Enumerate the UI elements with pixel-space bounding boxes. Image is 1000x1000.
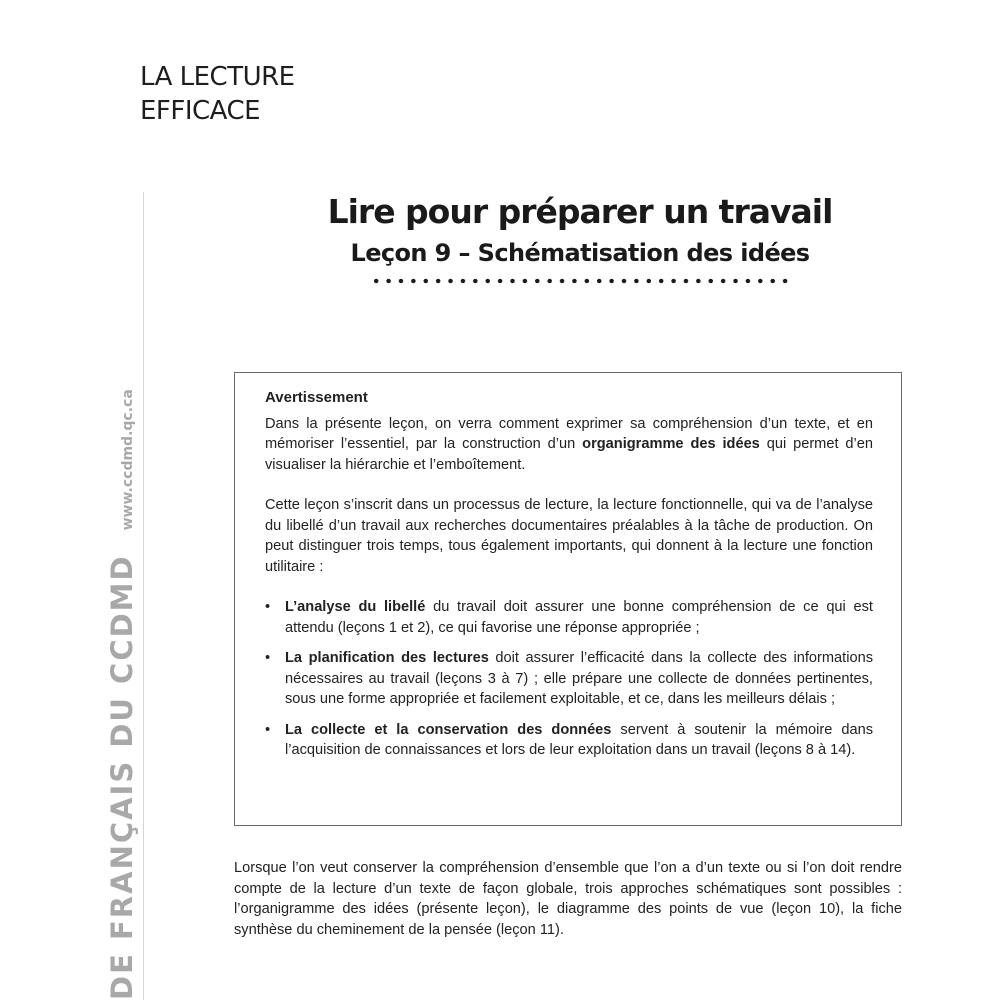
page-title: Lire pour préparer un travail [327, 192, 833, 231]
bullet-icon: • [265, 599, 271, 615]
lesson-subtitle: Leçon 9 – Schématisation des idées [350, 239, 810, 267]
body-paragraph: Lorsque l’on veut conserver la compréhension d’ensemble que l’on a d’un texte ou si l’on doit rendre compte de la lecture d’un texte de façon globale, trois approches schématiques sont possibles : l’organigramme des idées (présente leçon), le diagramme des points de vue (leçon 10), la fiche synthèse du cheminement de la pensée (leçon 11). [234, 860, 902, 938]
bullet-icon: • [265, 721, 271, 738]
notice-paragraph-1: Dans la présente leçon, on verra comment exprimer sa compréhension d’un texte, et en mémoriser l’essentiel, par la construction d’un organigramme des idées qui permet d’en visualiser la hiérarchie et l’emboîtement. [265, 415, 873, 473]
notice-list [265, 597, 873, 761]
title-block [240, 190, 920, 284]
list-item: • L’analyse du libellé du travail doit assurer une bonne compréhension de ce qui est attendu (leçons 1 et 2), ce qui favorise une réponse appropriée ; [265, 599, 873, 636]
course-header-line2: EFFICACE [140, 96, 261, 126]
notice-emphasis: organigramme des idées [582, 436, 760, 452]
course-header [140, 60, 295, 128]
course-header-line1: LA LECTURE [140, 62, 295, 92]
notice-paragraph-2: Cette leçon s’inscrit dans un processus de lecture, la lecture fonctionnelle, qui va de l’analyse du libellé d’un travail aux recherches documentaires préalables à la tâche de production. On peut distinguer trois temps, tous également importants, qui donnent à la lecture une fonction utilitaire : [265, 497, 873, 575]
bullet-icon: • [265, 650, 271, 666]
notice-heading: Avertissement [265, 389, 368, 406]
list-item: • La planification des lectures doit assurer l’efficacité dans la collecte des informations nécessaires au travail (leçons 3 à 7) ; elle prépare une collecte de données pertinentes, sous une forme appropriée et facilement exploitable, et ce, dans les meilleurs délais ; [265, 650, 873, 707]
sidebar-brand: DE FRANÇAIS DU CCDMD [105, 554, 139, 1000]
sidebar-vertical-text [100, 389, 144, 1000]
dotted-divider [370, 278, 790, 284]
sidebar-site: www.ccdmd.qc.ca [120, 389, 136, 531]
notice-box [234, 372, 902, 826]
list-item: • La collecte et la conservation des données servent à soutenir la mémoire dans l’acquisition de connaissances et lors de leur exploitation dans un travail (leçons 8 à 14). [265, 721, 873, 758]
